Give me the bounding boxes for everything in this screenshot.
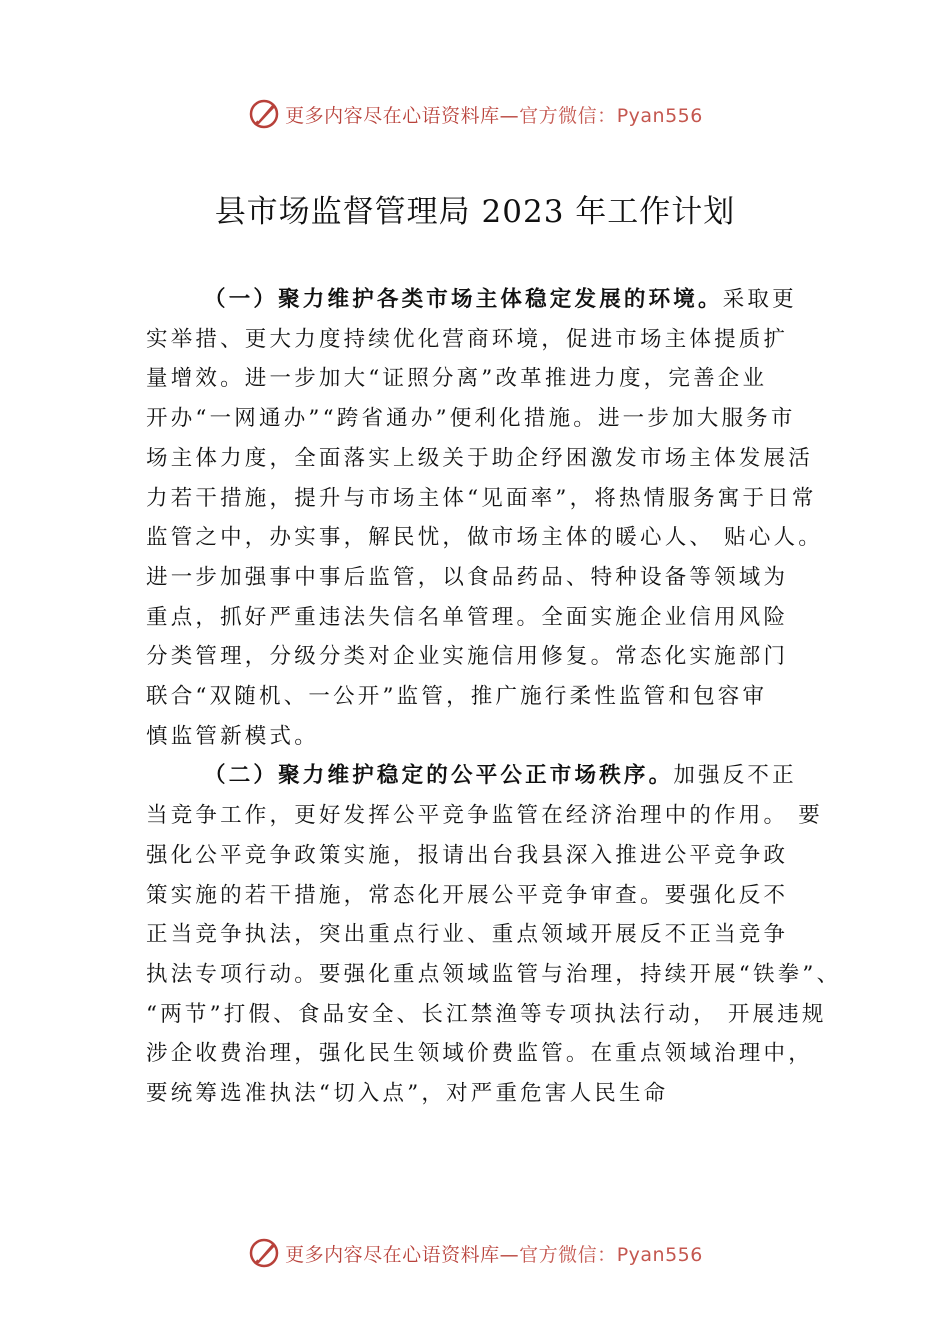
section-1: （一）聚力维护各类市场主体稳定发展的环境。采取更 实举措、更大力度持续优化营商环境，促进市场主体提质扩 量增效。进一步加大“证照分离”改革推进力度，完善企业 开办“一网通办”“跨省通办”便利化措施。进一步加大服务市 场主体力度，全面落实上级关于助企纾困激发市场主体发展活 力若干措施，提升与市场主体“见面率”，将热情服务寓于日常 监管之中，办实事，解民忧，做市场主体的暖心人、 贴心人。 进一步加强事中事后监管，以食品药品、特种设备等领域为 重点，抓好严重违法失信名单管理。全面实施企业信用风险 分类管理，分级分类对企业实施信用修复。常态化实施部门 联合“双随机、一公开”监管，推广施行柔性监管和包容审 慎监管新模式。	[146, 280, 826, 756]
text-line: 场主体力度，全面落实上级关于助企纾困激发市场主体发展活	[146, 445, 813, 471]
text-line: 强化公平竞争政策实施，报请出台我县深入推进公平竞争政	[146, 842, 789, 868]
header-banner	[0, 94, 950, 134]
footer-banner	[0, 1233, 950, 1273]
text-line: 当竞争工作，更好发挥公平竞争监管在经济治理中的作用。 要	[146, 803, 823, 829]
text-line: 力若干措施，提升与市场主体“见面率”，将热情服务寓于日常	[146, 485, 817, 511]
text-line: 要统筹选准执法“切入点”，对严重危害人民生命	[146, 1081, 669, 1107]
section-2-heading: （二）聚力维护稳定的公平公正市场秩序。	[204, 763, 674, 789]
text-line: 执法专项行动。要强化重点领域监管与治理，持续开展“铁拳”、	[146, 961, 842, 987]
text-line: 实举措、更大力度持续优化营商环境，促进市场主体提质扩	[146, 326, 789, 352]
text-line: 慎监管新模式。	[146, 723, 319, 749]
banner-text: 更多内容尽在心语资料库—官方微信：Pyan556	[285, 1243, 703, 1266]
banner-text: 更多内容尽在心语资料库—官方微信：Pyan556	[285, 104, 703, 127]
section-1-heading: （一）聚力维护各类市场主体稳定发展的环境。	[204, 287, 723, 312]
text-line: 进一步加强事中事后监管，以食品药品、特种设备等领域为	[146, 564, 789, 590]
text-line: 分类管理，分级分类对企业实施信用修复。常态化实施部门	[146, 644, 789, 670]
quill-logo-icon	[247, 97, 281, 131]
text-line: 重点，抓好严重违法失信名单管理。全面实施企业信用风险	[146, 604, 789, 630]
text-line: 正当竞争执法，突出重点行业、重点领域开展反不正当竞争	[146, 922, 789, 948]
page-title: 县市场监督管理局 2023 年工作计划	[214, 194, 736, 230]
quill-logo-icon	[247, 1236, 281, 1270]
text-line: 量增效。进一步加大“证照分离”改革推进力度，完善企业	[146, 366, 768, 392]
section-2: （二）聚力维护稳定的公平公正市场秩序。加强反不正 当竞争工作，更好发挥公平竞争监管在经济治理中的作用。 要 强化公平竞争政策实施，报请出台我县深入推进公平竞争政 策实施的若干措施，常态化开展公平竞争审查。要强化反不 正当竞争执法，突出重点行业、重点领域开展反不正当竞争 执法专项行动。要强化重点领域监管与治理，持续开展“铁拳”、 “两节”打假、食品安全、长江禁渔等专项执法行动， 开展违规 涉企收费治理，强化民生领域价费监管。在重点领域治理中， 要统筹选准执法“切入点”，对严重危害人民生命	[146, 756, 826, 1113]
text-line: 联合“双随机、一公开”监管，推广施行柔性监管和包容审	[146, 684, 768, 710]
text-line: 开办“一网通办”“跨省通办”便利化措施。进一步加大服务市	[146, 406, 796, 432]
text-line: 涉企收费治理，强化民生领域价费监管。在重点领域治理中，	[146, 1041, 813, 1067]
text-line: “两节”打假、食品安全、长江禁渔等专项执法行动， 开展违规	[146, 1001, 827, 1027]
document-body	[146, 280, 842, 1114]
text-line: 监管之中，办实事，解民忧，做市场主体的暖心人、 贴心人。	[146, 525, 823, 551]
text-line: 策实施的若干措施，常态化开展公平竞争审查。要强化反不	[146, 882, 789, 908]
